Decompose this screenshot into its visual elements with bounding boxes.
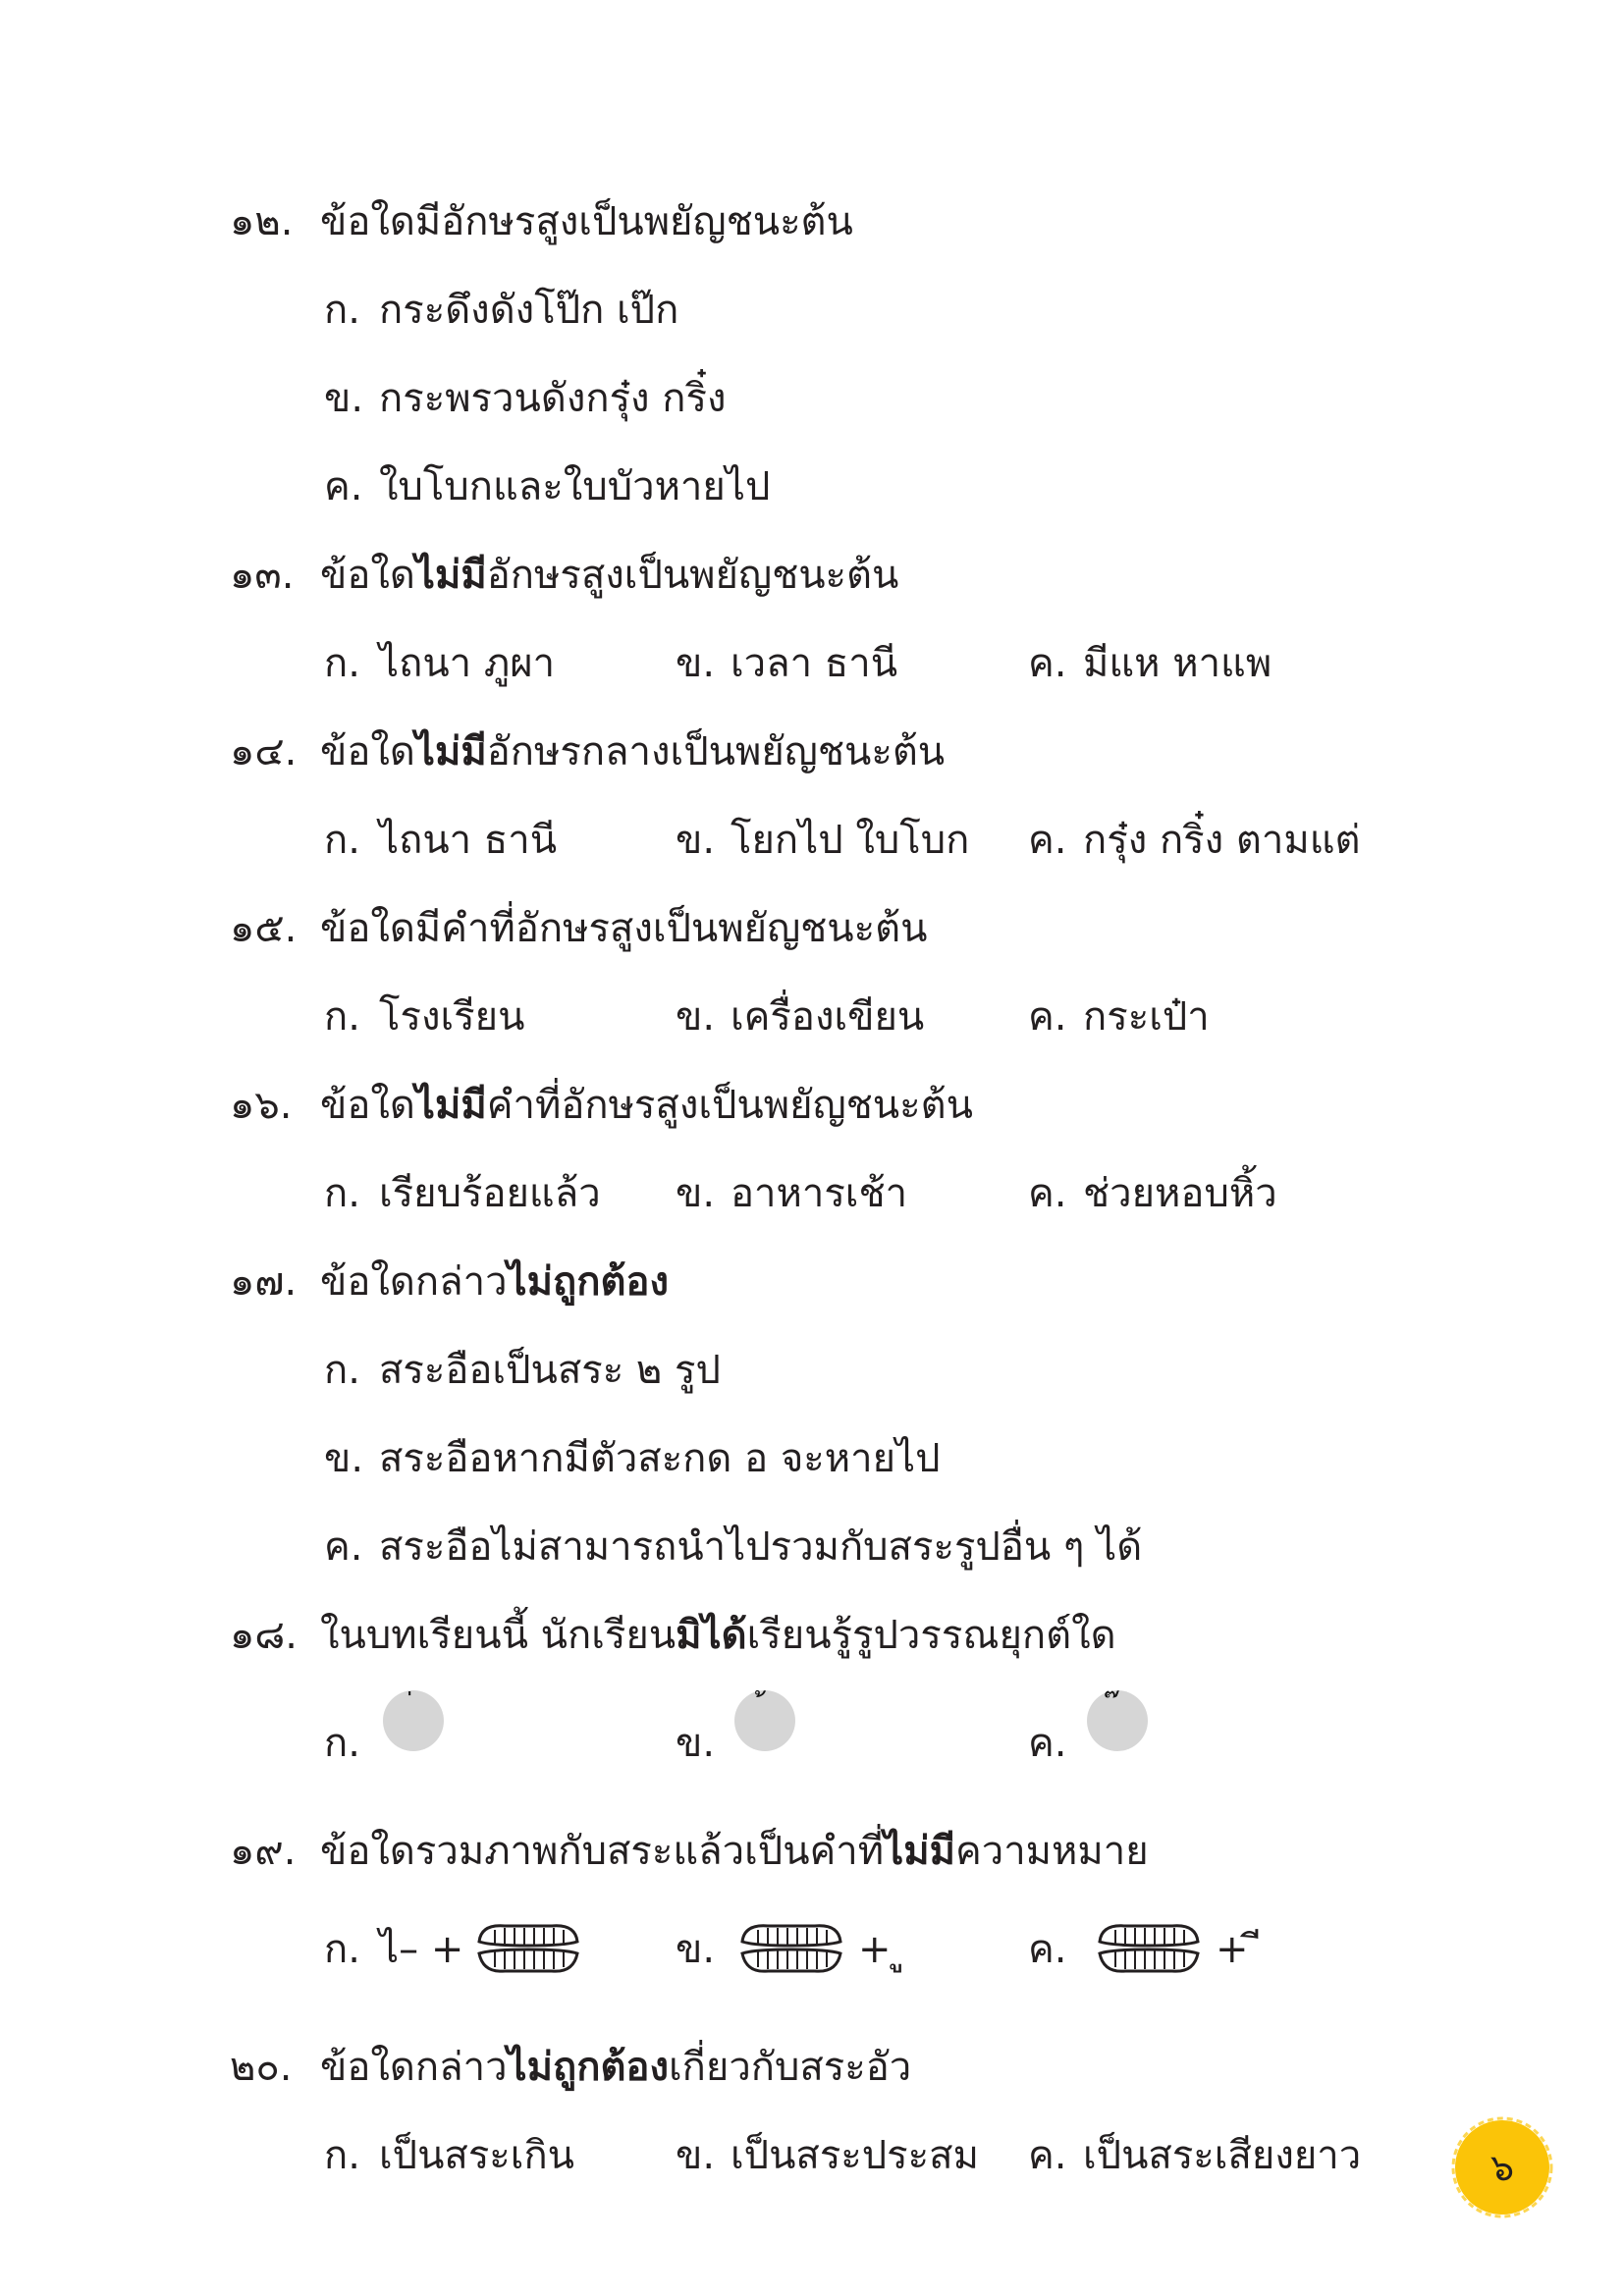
option-text: เวลา ธานี	[731, 641, 898, 686]
option-14-kho[interactable]	[676, 813, 969, 868]
option-text: กรุ๋ง กริ๋ง ตามแต่	[1083, 818, 1361, 863]
option-15-kho[interactable]	[676, 989, 924, 1044]
question-text-post: อักษรสูงเป็นพยัญชนะต้น	[486, 553, 899, 598]
option-17-ka[interactable]	[324, 1343, 721, 1398]
option-19-ka[interactable]	[324, 1922, 463, 1977]
tone-mark-mai-tri	[1087, 1690, 1148, 1751]
option-text: เครื่องเขียน	[731, 994, 925, 1040]
question-20	[230, 2040, 911, 2095]
question-text-bold: ไม่มี	[414, 729, 487, 774]
question-number: ๑๓.	[230, 553, 295, 598]
question-text-pre: ในบทเรียนนี้ นักเรียน	[320, 1613, 677, 1658]
option-label: ก.	[324, 288, 360, 333]
option-label: ค.	[1028, 818, 1067, 863]
option-label: ค.	[324, 1524, 363, 1570]
option-label: ข.	[676, 1171, 716, 1216]
option-15-ka[interactable]	[324, 989, 524, 1044]
question-text-bold: ไม่มี	[414, 553, 487, 598]
option-label: ข.	[676, 994, 716, 1040]
question-19	[230, 1824, 1149, 1879]
question-text-pre: ข้อใด	[320, 553, 415, 598]
option-13-kho[interactable]	[676, 636, 897, 691]
option-12-kho[interactable]	[324, 371, 727, 426]
option-label: ข.	[676, 1721, 716, 1766]
question-number: ๑๙.	[230, 1829, 297, 1874]
question-text-post: เกี่ยวกับสระอัว	[668, 2045, 912, 2090]
option-text: ไถนา ธานี	[379, 818, 558, 863]
question-16	[230, 1078, 973, 1133]
option-16-kho-khwai[interactable]	[1028, 1166, 1277, 1221]
question-number: ๑๔.	[230, 729, 298, 774]
tone-mark-mai-tho	[734, 1690, 795, 1751]
option-text: สระอือหากมีตัวสะกด อ จะหายไป	[379, 1436, 941, 1481]
option-label: ก.	[324, 994, 360, 1040]
question-text-bold: ไม่ถูกต้อง	[507, 1259, 669, 1305]
option-17-kho[interactable]	[324, 1431, 941, 1486]
option-text: สระอือไม่สามารถนำไปรวมกับสระรูปอื่น ๆ ได้	[379, 1524, 1143, 1570]
option-label: ค.	[324, 464, 363, 509]
option-label: ค.	[1028, 994, 1067, 1040]
option-text: กระพรวนดังกรุ๋ง กริ๋ง	[379, 376, 727, 421]
question-text-pre: ข้อใดรวมภาพกับสระแล้วเป็นคำที่	[320, 1829, 885, 1874]
question-text-pre: ข้อใดกล่าว	[320, 2045, 508, 2090]
option-label: ก.	[324, 1721, 360, 1766]
option-label: ค.	[1028, 1721, 1067, 1766]
vowel-ii: + ี	[1216, 1927, 1262, 1972]
option-15-kho-khwai[interactable]	[1028, 989, 1210, 1044]
question-text-post: คำที่อักษรสูงเป็นพยัญชนะต้น	[486, 1083, 973, 1128]
teeth-icon	[738, 1920, 844, 1977]
option-label: ค.	[1028, 641, 1067, 686]
option-16-ka[interactable]	[324, 1166, 601, 1221]
option-text: เรียบร้อยแล้ว	[379, 1171, 601, 1216]
option-text: กระเป๋า	[1083, 994, 1210, 1040]
option-text: กระดึงดังโป๊ก เป๊ก	[379, 288, 679, 333]
option-text: โยกไป ใบโบก	[731, 818, 970, 863]
option-14-ka[interactable]	[324, 813, 557, 868]
option-label: ข.	[324, 376, 364, 421]
option-text: ไ– +	[379, 1927, 464, 1972]
option-text: ใบโบกและใบบัวหายไป	[379, 464, 771, 509]
option-20-ka[interactable]	[324, 2128, 574, 2183]
question-text-bold: ไม่มี	[414, 1083, 487, 1128]
page-number: ๖	[1489, 2146, 1515, 2189]
question-number: ๒๐.	[230, 2045, 293, 2090]
question-text-post: อักษรกลางเป็นพยัญชนะต้น	[486, 729, 946, 774]
question-number: ๑๒.	[230, 199, 294, 244]
teeth-icon	[475, 1920, 581, 1977]
question-14	[230, 724, 945, 779]
option-label: ก.	[324, 1348, 360, 1393]
option-text: มีแห หาแพ	[1083, 641, 1272, 686]
option-19-kho-khwai[interactable]	[1028, 1922, 1083, 1977]
option-18-ka[interactable]	[324, 1716, 379, 1771]
option-text: โรงเรียน	[379, 994, 525, 1040]
option-text: เป็นสระเกิน	[379, 2133, 575, 2178]
question-text-post: ความหมาย	[954, 1829, 1149, 1874]
question-13	[230, 548, 898, 603]
option-label: ค.	[1028, 1927, 1067, 1972]
option-label: ก.	[324, 818, 360, 863]
option-label: ข.	[324, 1436, 364, 1481]
option-label: ก.	[324, 1171, 360, 1216]
option-text: เป็นสระประสม	[731, 2133, 979, 2178]
option-17-kho-khwai[interactable]	[324, 1520, 1142, 1575]
vowel-u: + ู	[858, 1927, 904, 1972]
question-text-bold: มิได้	[676, 1613, 747, 1658]
teeth-icon	[1096, 1920, 1202, 1977]
option-label: ค.	[1028, 2133, 1067, 2178]
option-label: ก.	[324, 2133, 360, 2178]
option-13-ka[interactable]	[324, 636, 555, 691]
option-text: ไถนา ภูผา	[379, 641, 556, 686]
question-text-post: เรียนรู้รูปวรรณยุกต์ใด	[746, 1613, 1116, 1658]
tone-mark-mai-ek	[383, 1690, 444, 1751]
option-text: ช่วยหอบหิ้ว	[1083, 1171, 1277, 1216]
option-text: อาหารเช้า	[731, 1171, 908, 1216]
question-number: ๑๗.	[230, 1259, 298, 1305]
question-text-bold: ไม่มี	[884, 1829, 955, 1874]
option-label: ก.	[324, 641, 360, 686]
question-12	[230, 194, 853, 249]
option-20-kho[interactable]	[676, 2128, 979, 2183]
question-text-pre: ข้อใด	[320, 1083, 415, 1128]
option-18-kho[interactable]	[676, 1716, 731, 1771]
question-text-pre: ข้อใดกล่าว	[320, 1259, 508, 1305]
question-18	[230, 1608, 1116, 1663]
option-20-kho-khwai[interactable]	[1028, 2128, 1361, 2183]
option-label: ก.	[324, 1927, 360, 1972]
option-label: ข.	[676, 641, 716, 686]
option-14-kho-khwai[interactable]	[1028, 813, 1360, 868]
option-label: ค.	[1028, 1171, 1067, 1216]
option-19-kho[interactable]	[676, 1922, 731, 1977]
option-label: ข.	[676, 818, 716, 863]
question-number: ๑๖.	[230, 1083, 293, 1128]
option-12-ka[interactable]	[324, 283, 678, 338]
question-17	[230, 1255, 669, 1309]
option-text: เป็นสระเสียงยาว	[1083, 2133, 1362, 2178]
question-text-pre: ข้อใด	[320, 729, 415, 774]
option-18-kho-khwai[interactable]	[1028, 1716, 1083, 1771]
option-label: ข.	[676, 1927, 716, 1972]
question-number: ๑๕.	[230, 906, 298, 951]
option-13-kho-khwai[interactable]	[1028, 636, 1272, 691]
question-text: ข้อใดมีคำที่อักษรสูงเป็นพยัญชนะต้น	[320, 906, 928, 951]
option-16-kho[interactable]	[676, 1166, 907, 1221]
question-number: ๑๘.	[230, 1613, 298, 1658]
option-12-kho-khwai[interactable]	[324, 459, 770, 514]
question-15	[230, 901, 927, 956]
option-label: ข.	[676, 2133, 716, 2178]
question-text: ข้อใดมีอักษรสูงเป็นพยัญชนะต้น	[320, 199, 853, 244]
question-text-bold: ไม่ถูกต้อง	[507, 2045, 669, 2090]
option-text: สระอือเป็นสระ ๒ รูป	[379, 1348, 721, 1393]
